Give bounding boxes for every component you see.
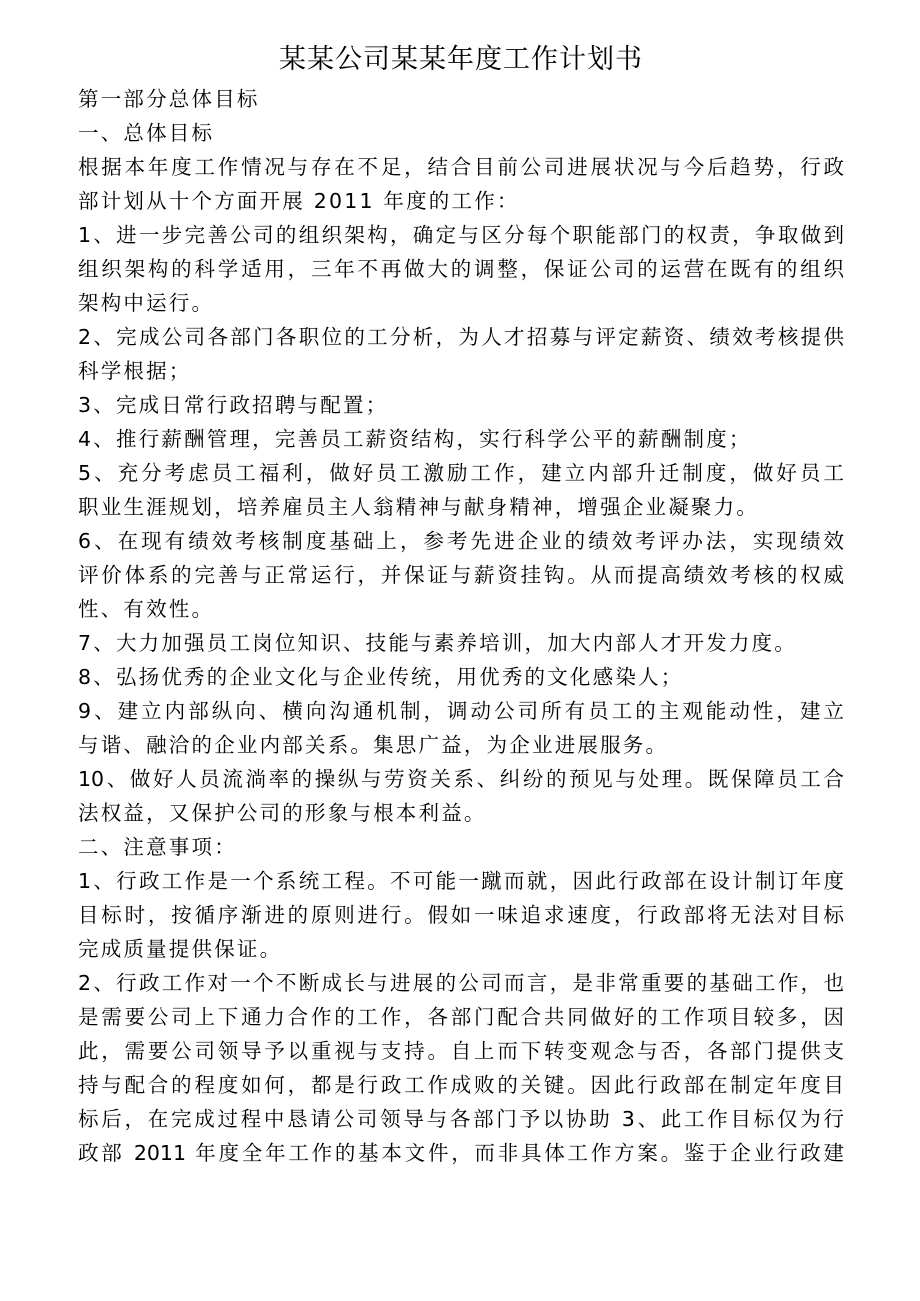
list-item-line: 完成质量提供保证。	[78, 937, 283, 961]
section-heading: 第一部分总体目标	[78, 87, 260, 111]
list-item-line: 标后，在完成过程中恳请公司领导与各部门予以协助 3、此工作目标仅为行	[78, 1107, 844, 1131]
list-item-line: 持与配合的程度如何，都是行政工作成败的关键。因此行政部在制定年度目	[78, 1073, 844, 1097]
list-item-line: 性、有效性。	[78, 597, 215, 621]
document-title: 某某公司某某年度工作计划书	[279, 44, 643, 75]
list-item-line: 评价体系的完善与正常运行，并保证与薪资挂钩。从而提高绩效考核的权威	[78, 563, 844, 587]
list-item-line: 与谐、融洽的企业内部关系。集思广益，为企业进展服务。	[78, 733, 669, 757]
list-item-line: 1、行政工作是一个系统工程。不可能一蹴而就，因此行政部在设计制订年度	[78, 869, 844, 893]
list-item-line: 法权益，又保护公司的形象与根本利益。	[78, 801, 487, 825]
list-item-line: 7、大力加强员工岗位知识、技能与素养培训，加大内部人才开发力度。	[78, 631, 797, 655]
list-item-line: 目标时，按循序渐进的原则进行。假如一味追求速度，行政部将无法对目标	[78, 903, 844, 927]
list-item-line: 5、充分考虑员工福利，做好员工激励工作，建立内部升迁制度，做好员工	[78, 461, 844, 485]
list-item-line: 政部 2011 年度全年工作的基本文件，而非具体工作方案。鉴于企业行政建	[78, 1141, 844, 1165]
subsection-heading: 二、注意事项：	[78, 835, 237, 859]
list-item-line: 10、做好人员流淌率的操纵与劳资关系、纠纷的预见与处理。既保障员工合	[78, 767, 844, 791]
list-item-line: 是需要公司上下通力合作的工作，各部门配合共同做好的工作项目较多，因	[78, 1005, 844, 1029]
list-item-line: 科学根据；	[78, 359, 192, 383]
paragraph-line: 部计划从十个方面开展 2011 年度的工作：	[78, 189, 520, 213]
list-item-line: 2、行政工作对一个不断成长与进展的公司而言，是非常重要的基础工作，也	[78, 971, 844, 995]
subsection-heading: 一、总体目标	[78, 121, 215, 145]
list-item-line: 职业生涯规划，培养雇员主人翁精神与献身精神，增强企业凝聚力。	[78, 495, 759, 519]
list-item-line: 3、完成日常行政招聘与配置；	[78, 393, 389, 417]
document-body	[78, 82, 844, 1170]
list-item-line: 8、弘扬优秀的企业文化与企业传统，用优秀的文化感染人；	[78, 665, 684, 689]
paragraph-line: 根据本年度工作情况与存在不足，结合目前公司进展状况与今后趋势，行政	[78, 155, 844, 179]
list-item-line: 4、推行薪酬管理，完善员工薪资结构，实行科学公平的薪酬制度；	[78, 427, 752, 451]
list-item-line: 2、完成公司各部门各职位的工分析，为人才招募与评定薪资、绩效考核提供	[78, 325, 844, 349]
list-item-line: 9、建立内部纵向、横向沟通机制，调动公司所有员工的主观能动性，建立	[78, 699, 844, 723]
list-item-line: 6、在现有绩效考核制度基础上，参考先进企业的绩效考评办法，实现绩效	[78, 529, 844, 553]
list-item-line: 架构中运行。	[78, 291, 215, 315]
document-page	[78, 38, 844, 1170]
list-item-line: 1、进一步完善公司的组织架构，确定与区分每个职能部门的权责，争取做到	[78, 223, 844, 247]
list-item-line: 此，需要公司领导予以重视与支持。自上而下转变观念与否，各部门提供支	[78, 1039, 844, 1063]
list-item-line: 组织架构的科学适用，三年不再做大的调整，保证公司的运营在既有的组织	[78, 257, 844, 281]
